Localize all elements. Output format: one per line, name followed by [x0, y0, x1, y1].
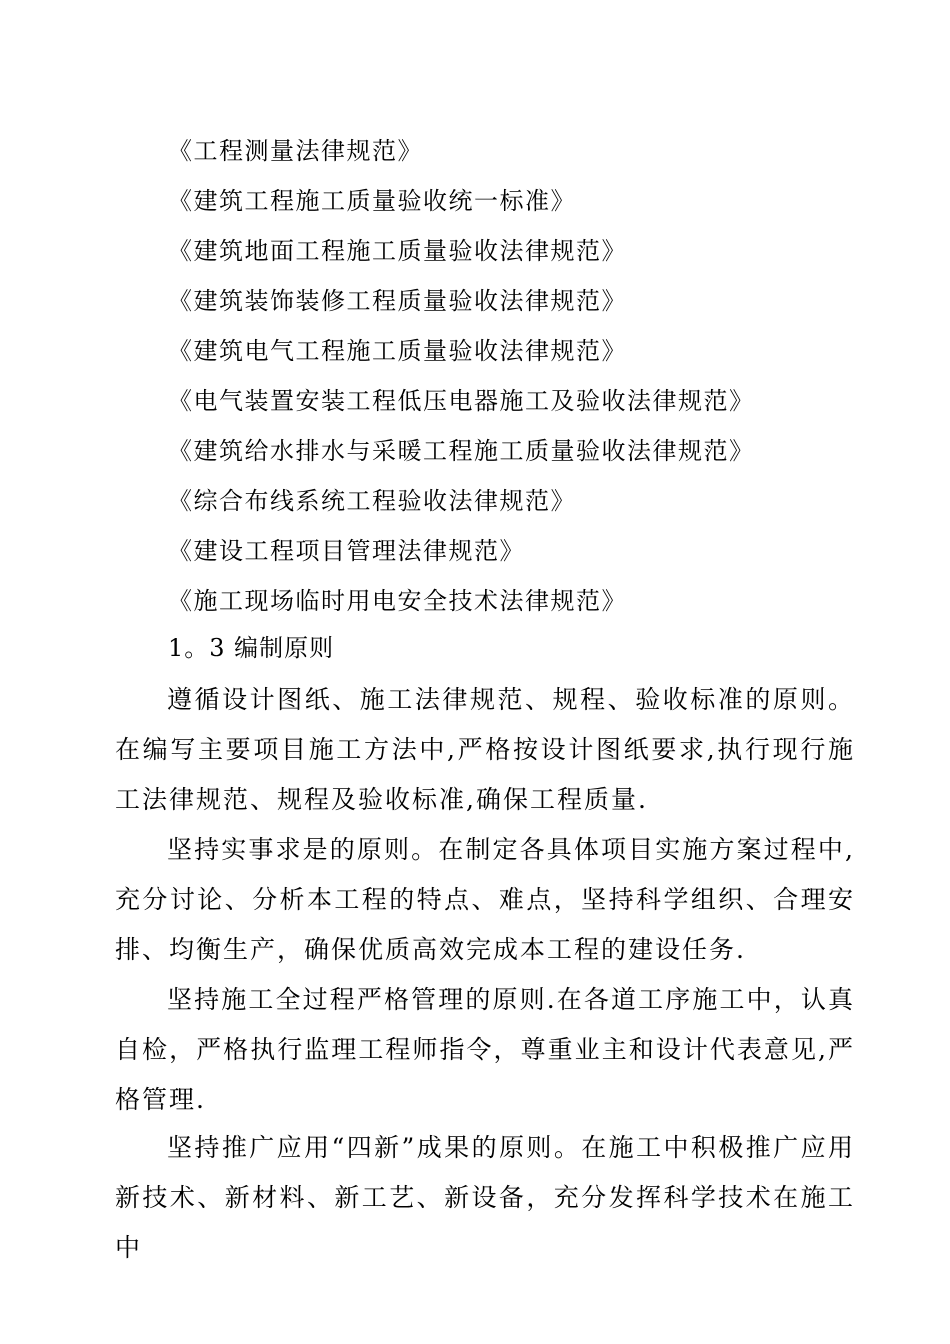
principle-paragraph: 坚持推广应用“四新”成果的原则。在施工中积极推广应用新技术、新材料、新工艺、新设备，充分发挥科学技术在施工中	[115, 1133, 855, 1262]
standard-item: 《建筑装饰装修工程质量验收法律规范》	[168, 287, 627, 315]
standard-item: 《建筑电气工程施工质量验收法律规范》	[168, 337, 627, 365]
principle-paragraph: 坚持施工全过程严格管理的原则.在各道工序施工中，认真自检，严格执行监理工程师指令，尊重业主和设计代表意见,严格管理.	[115, 985, 855, 1114]
standard-item: 《建筑工程施工质量验收统一标准》	[168, 187, 576, 215]
standard-item: 《综合布线系统工程验收法律规范》	[168, 487, 576, 515]
section-heading: 1。3 编制原则	[168, 634, 335, 662]
standard-item: 《电气装置安装工程低压电器施工及验收法律规范》	[168, 387, 755, 415]
standards-list	[168, 126, 755, 626]
standard-item: 《施工现场临时用电安全技术法律规范》	[168, 587, 627, 615]
standard-item: 《建筑给水排水与采暖工程施工质量验收法律规范》	[168, 437, 755, 465]
standard-item: 《建筑地面工程施工质量验收法律规范》	[168, 237, 627, 265]
principle-paragraph: 坚持实事求是的原则。在制定各具体项目实施方案过程中,充分讨论、分析本工程的特点、难点，坚持科学组织、合理安排、均衡生产，确保优质高效完成本工程的建设任务.	[115, 835, 855, 964]
standard-item: 《建设工程项目管理法律规范》	[168, 537, 525, 565]
standard-item: 《工程测量法律规范》	[168, 137, 423, 165]
principle-paragraph: 遵循设计图纸、施工法律规范、规程、验收标准的原则。在编写主要项目施工方法中,严格按设计图纸要求,执行现行施工法律规范、规程及验收标准,确保工程质量.	[115, 685, 855, 814]
